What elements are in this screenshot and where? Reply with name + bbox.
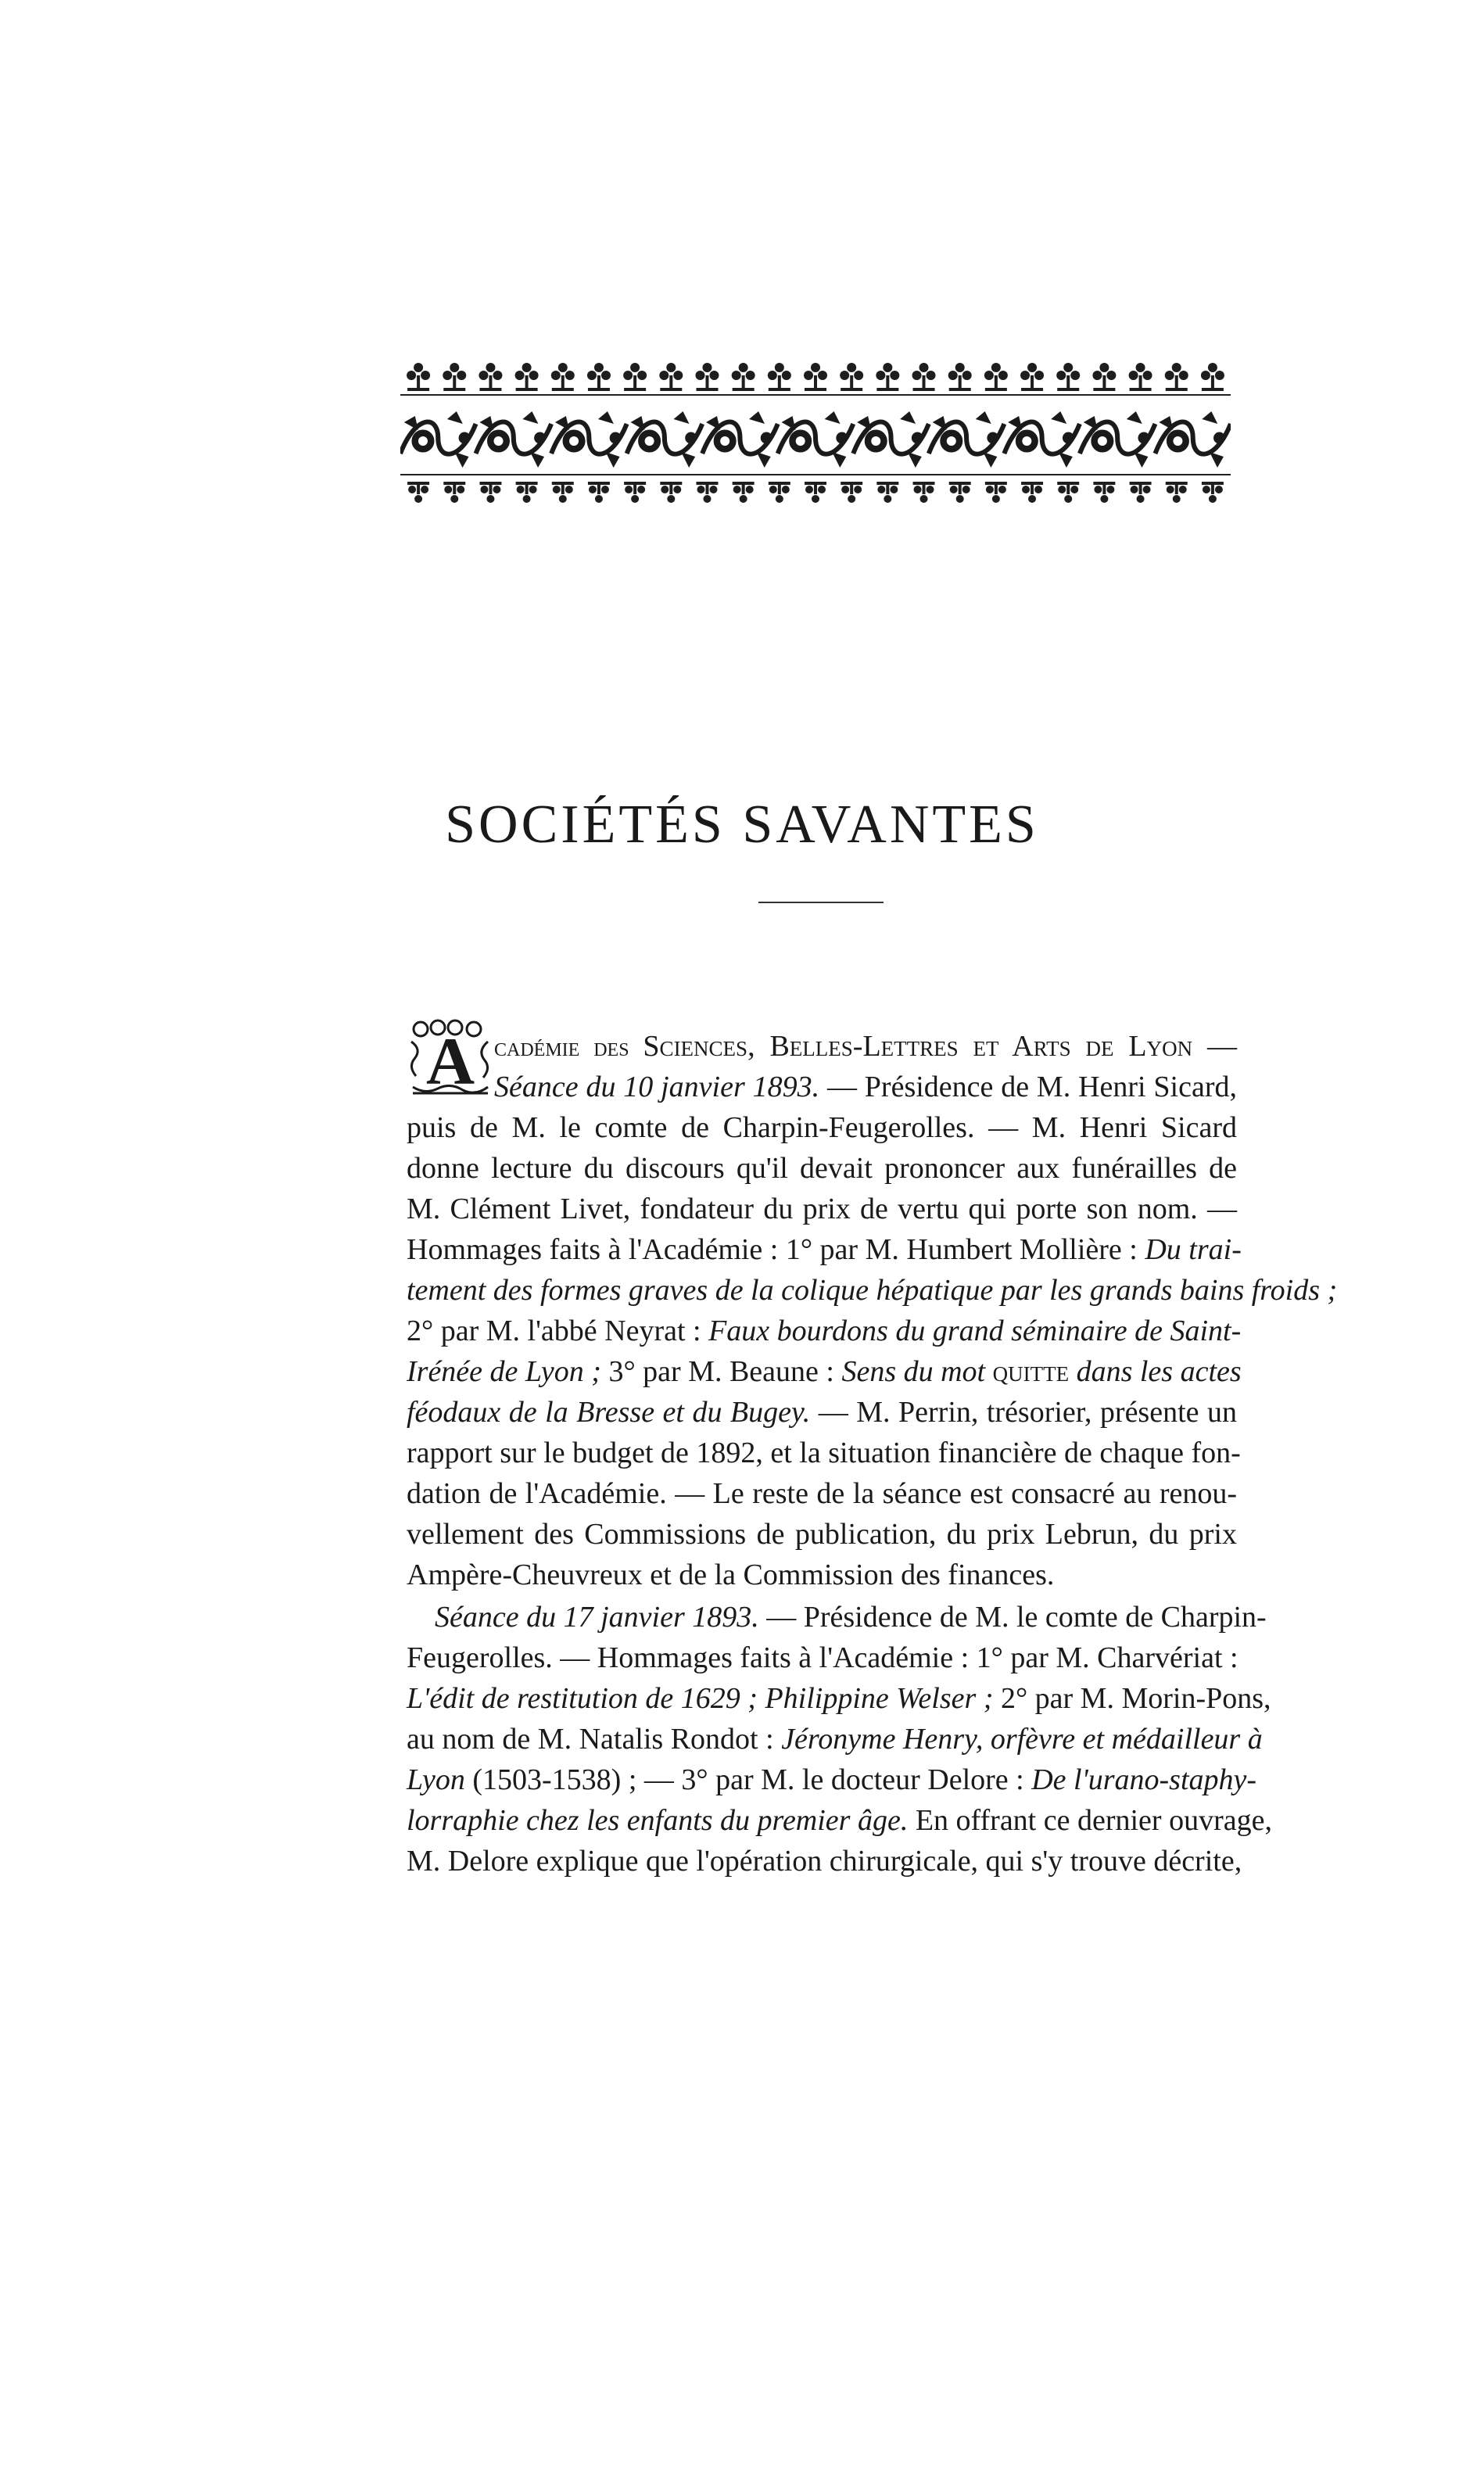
text-line: Feugerolles. — Hommages faits à l'Académie : 1° par M. Charvériat : (407, 1641, 1238, 1674)
text-line: Irénée de Lyon ; 3° par M. Beaune : Sens du mot quitte dans les actes (407, 1355, 1242, 1388)
title-divider (758, 902, 884, 903)
paragraph-seance-17-janvier (407, 1597, 1272, 1881)
text-line: rapport sur le budget de 1892, et la situation financière de chaque fon- (407, 1437, 1241, 1469)
text-line: M. Clément Livet, fondateur du prix de vertu qui porte son nom. — (407, 1193, 1237, 1225)
text-line: Séance du 17 janvier 1893. — Présidence de M. le comte de Charpin- (435, 1601, 1267, 1634)
ornament-vine-band-icon (400, 407, 1231, 471)
ornament-fleuron-pendant-row-icon (400, 479, 1231, 513)
text-line: vellement des Commissions de publication, du prix Lebrun, du prix (407, 1518, 1237, 1551)
text-line: donne lecture du discours qu'il devait prononcer aux funérailles de (407, 1152, 1237, 1185)
text-line: Ampère-Cheuvreux et de la Commission des finances. (407, 1559, 1055, 1591)
text-line: au nom de M. Natalis Rondot : Jéronyme Henry, orfèvre et médailleur à (407, 1723, 1263, 1756)
dropcap-letter: A (425, 1024, 475, 1099)
ornament-rule (400, 474, 1231, 475)
page-title: SOCIÉTÉS SAVANTES (445, 794, 1039, 855)
text-line: dation de l'Académie. — Le reste de la séance est consacré au renou- (407, 1477, 1237, 1510)
text-line: puis de M. le comte de Charpin-Feugerolles. — M. Henri Sicard (407, 1111, 1237, 1144)
text-line: 2° par M. l'abbé Neyrat : Faux bourdons du grand séminaire de Saint- (407, 1315, 1242, 1347)
text-line: Hommages faits à l'Académie : 1° par M. Humbert Mollière : Du trai- (407, 1233, 1242, 1266)
paragraph-academie-10-janvier (407, 1026, 1338, 1595)
text-line: L'édit de restitution de 1629 ; Philippine Welser ; 2° par M. Morin-Pons, (407, 1682, 1271, 1715)
text-line: tement des formes graves de la colique hépatique par les grands bains froids ; (407, 1274, 1338, 1307)
text-line: lorraphie chez les enfants du premier âge. En offrant ce dernier ouvrage, (407, 1804, 1272, 1837)
ornament-fleuron-row-icon (400, 353, 1231, 400)
text-line: féodaux de la Bresse et du Bugey. — M. Perrin, trésorier, présente un (407, 1396, 1237, 1429)
text-line: Lyon (1503-1538) ; — 3° par M. le docteur Delore : De l'urano-staphy- (407, 1763, 1257, 1796)
text-line: cadémie des Sciences, Belles-Lettres et Arts de Lyon — (494, 1030, 1237, 1063)
text-line: Séance du 10 janvier 1893. — Présidence de M. Henri Sicard, (494, 1071, 1238, 1103)
ornament-rule (400, 394, 1231, 396)
text-line: M. Delore explique que l'opération chirurgicale, qui s'y trouve décrite, (407, 1845, 1242, 1878)
